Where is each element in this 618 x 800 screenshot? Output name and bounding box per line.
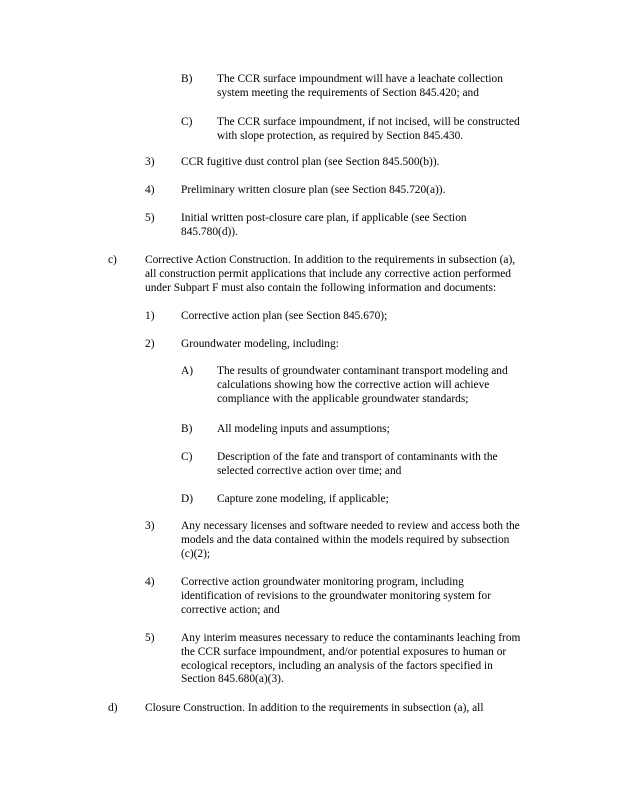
text-line: under Subpart F must also contain the following information and documents: [145,281,497,294]
text-line: Capture zone modeling, if applicable; [217,493,389,505]
text-line: (c)(2); [181,547,211,560]
item-text [145,254,515,295]
text-line: Closure Construction. In addition to the requirements in subsection (a), all [145,702,484,714]
item-label: D) [181,493,194,505]
text-line: Initial written post-closure care plan, if applicable (see Section [181,212,467,224]
text-line: compliance with the applicable groundwater standards; [217,392,469,405]
text-line: The CCR surface impoundment will have a leachate collection [217,73,503,85]
text-line: the CCR surface impoundment, and/or potential exposures to human or [181,645,507,658]
item-label: B) [181,73,193,85]
item-text [181,212,467,240]
item-text [217,451,498,479]
text-line: All modeling inputs and assumptions; [217,423,390,435]
item-label: 1) [145,310,155,322]
text-line: all construction permit applications that include any corrective action performed [145,267,511,280]
item-label: 5) [145,632,155,644]
item-text [217,423,390,437]
item-text [217,365,508,406]
item-text [217,116,520,144]
text-line: identification of revisions to the groundwater monitoring system for [181,589,492,602]
text-line: The CCR surface impoundment, if not incised, will be constructed [217,116,520,128]
text-line: with slope protection, as required by Section 845.430. [217,129,464,142]
item-text [181,520,520,561]
item-label: 5) [145,212,155,224]
text-line: ecological receptors, including an analysis of the factors specified in [181,659,493,672]
text-line: 845.780(d)). [181,225,238,238]
item-label: 4) [145,576,155,588]
item-label: c) [108,254,117,266]
text-line: models and the data contained within the models required by subsection [181,533,510,546]
item-label: 3) [145,156,155,168]
item-label: B) [181,423,193,435]
item-label: d) [108,702,118,714]
item-text [181,576,491,617]
item-text [181,338,339,352]
text-line: Corrective Action Construction. In addition to the requirements in subsection (a), [145,254,516,266]
text-line: selected corrective action over time; and [217,464,402,477]
text-line: system meeting the requirements of Section 845.420; and [217,86,479,99]
text-line: calculations showing how the corrective action will achieve [217,378,490,391]
text-line: Description of the fate and transport of contaminants with the [217,451,498,463]
item-label: 3) [145,520,155,532]
item-label: 2) [145,338,155,350]
item-text [181,184,445,198]
text-line: corrective action; and [181,603,280,616]
text-line: Any interim measures necessary to reduce the contaminants leaching from [181,632,521,644]
item-text [181,156,439,170]
text-line: Corrective action groundwater monitoring program, including [181,576,464,588]
text-line: Groundwater modeling, including: [181,338,339,350]
text-line: The results of groundwater contaminant transport modeling and [217,365,508,377]
text-line: Corrective action plan (see Section 845.670); [181,310,388,322]
text-line: CCR fugitive dust control plan (see Section 845.500(b)). [181,156,440,168]
item-label: C) [181,116,193,128]
item-label: C) [181,451,193,463]
item-text [181,310,387,324]
text-line: Section 845.680(a)(3). [181,673,284,686]
item-text [217,493,389,507]
text-line: Any necessary licenses and software needed to review and access both the [181,520,520,532]
item-label: A) [181,365,194,377]
text-line: Preliminary written closure plan (see Section 845.720(a)). [181,184,446,196]
item-text [217,73,503,101]
item-label: 4) [145,184,155,196]
item-text [145,702,484,716]
item-text [181,632,520,687]
